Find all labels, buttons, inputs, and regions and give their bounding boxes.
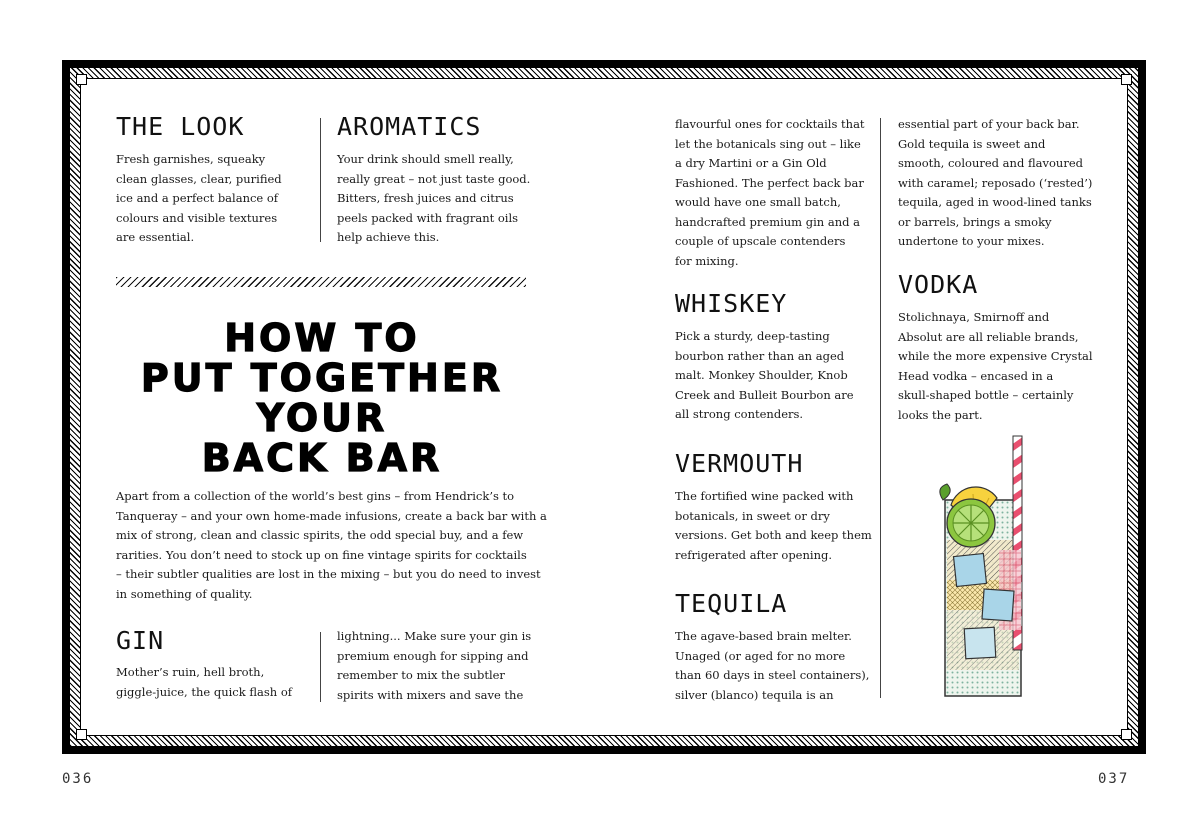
text-line: clean glasses, clear, purified <box>116 171 282 186</box>
text-line: Unaged (or aged for no more <box>675 648 846 663</box>
text-line: premium enough for sipping and <box>337 648 529 663</box>
zigzag-divider <box>116 277 526 287</box>
page-title <box>106 318 538 478</box>
text-line: Stolichnaya, Smirnoff and <box>898 310 1050 324</box>
mint-leaf <box>940 484 950 500</box>
whiskey-text <box>675 327 875 425</box>
text-line: Your drink should smell really, <box>337 152 514 166</box>
tequila-heading: TEQUILA <box>675 589 788 618</box>
text-line: The agave-based brain melter. <box>675 629 852 643</box>
text-line: handcrafted premium gin and a <box>675 214 860 229</box>
text-line: Apart from a collection of the world’s best gins – from Hendrick’s to <box>116 489 515 503</box>
aromatics-text <box>337 150 537 248</box>
text-line: really great – not just taste good. <box>337 171 531 186</box>
text-line: a dry Martini or a Gin Old <box>675 156 827 170</box>
ice-cube <box>954 554 987 587</box>
text-line: Fresh garnishes, squeaky <box>116 152 266 166</box>
text-line: malt. Monkey Shoulder, Knob <box>675 368 848 382</box>
text-line: would have one small batch, <box>675 195 841 209</box>
intro-text <box>116 487 547 604</box>
text-line: Creek and Bulleit Bourbon are <box>675 387 854 402</box>
vermouth-text <box>675 487 875 565</box>
text-line: Tanqueray – and your own home-made infusions, create a back bar with a <box>116 508 547 523</box>
ice-cube <box>982 589 1014 621</box>
text-line: flavourful ones for cocktails that <box>675 117 865 131</box>
title-line: HOW TO <box>224 316 420 360</box>
text-line: essential part of your back bar. <box>898 117 1080 131</box>
text-line: colours and visible textures <box>116 210 278 225</box>
page-number-right: 037 <box>1098 771 1130 787</box>
text-line: ice and a perfect balance of <box>116 191 279 205</box>
text-line: tequila, aged in wood-lined tanks <box>898 195 1092 209</box>
title-line: BACK BAR <box>201 436 443 480</box>
text-line: while the more expensive Crystal <box>898 349 1093 363</box>
text-line: Pick a sturdy, deep-tasting <box>675 329 830 343</box>
text-line: all strong contenders. <box>675 407 804 421</box>
text-line: lightning... Make sure your gin is <box>337 629 532 643</box>
vodka-text <box>898 308 1098 425</box>
text-line: couple of upscale contenders <box>675 234 846 248</box>
text-line: Mother’s ruin, hell broth, <box>116 665 265 679</box>
corner-ornament <box>76 74 87 85</box>
text-line: Absolut are all reliable brands, <box>898 329 1079 344</box>
text-line: rarities. You don’t need to stock up on fine vintage spirits for cocktails <box>116 547 527 562</box>
vermouth-heading: VERMOUTH <box>675 449 804 478</box>
text-line: versions. Get both and keep them <box>675 528 872 542</box>
whiskey-heading: WHISKEY <box>675 289 788 318</box>
column-rule <box>320 632 321 702</box>
text-line: are essential. <box>116 230 195 244</box>
text-line: remember to mix the subtler <box>337 668 505 682</box>
corner-ornament <box>1121 74 1132 85</box>
text-line: undertone to your mixes. <box>898 234 1045 248</box>
vodka-heading: VODKA <box>898 270 979 299</box>
text-line: mix of strong, clean and classic spirits, the odd special buy, and a few <box>116 528 524 542</box>
cocktail-glass-illustration <box>935 430 1055 702</box>
text-line: than 60 days in steel containers), <box>675 668 870 682</box>
the-look-text <box>116 150 306 248</box>
text-line: or barrels, brings a smoky <box>898 214 1052 229</box>
text-line: with caramel; reposado (‘rested’) <box>898 175 1093 190</box>
column-rule <box>320 118 321 242</box>
text-line: for mixing. <box>675 253 739 268</box>
text-line: Gold tequila is sweet and <box>898 136 1046 151</box>
text-line: bourbon rather than an aged <box>675 348 845 363</box>
text-line: smooth, coloured and flavoured <box>898 156 1083 170</box>
text-line: help achieve this. <box>337 230 440 244</box>
text-line: Fashioned. The perfect back bar <box>675 175 864 190</box>
text-line: Head vodka – encased in a <box>898 368 1054 383</box>
tequila-text <box>675 627 880 705</box>
text-line: looks the part. <box>898 407 983 422</box>
text-line: Bitters, fresh juices and citrus <box>337 191 514 205</box>
text-line: in something of quality. <box>116 586 253 601</box>
text-line: silver (blanco) tequila is an <box>675 687 834 702</box>
text-line: spirits with mixers and save the <box>337 687 524 702</box>
page-number-left: 036 <box>62 771 94 787</box>
gin-heading: GIN <box>116 626 165 655</box>
text-line: – their subtler qualities are lost in the mixing – but you do need to invest <box>116 567 541 581</box>
column-rule <box>880 118 881 698</box>
text-line: skull-shaped bottle – certainly <box>898 388 1074 402</box>
corner-ornament <box>1121 729 1132 740</box>
text-line: giggle-juice, the quick flash of <box>116 684 293 699</box>
tequila-text-continued <box>898 115 1098 252</box>
gin-text <box>116 663 306 702</box>
text-line: botanicals, in sweet or dry <box>675 508 830 523</box>
gin-text-continued <box>337 627 537 705</box>
text-line: refrigerated after opening. <box>675 547 832 562</box>
corner-ornament <box>76 729 87 740</box>
text-line: peels packed with fragrant oils <box>337 210 519 225</box>
text-line: let the botanicals sing out – like <box>675 136 861 151</box>
gin-text-continued <box>675 115 875 271</box>
aromatics-heading: AROMATICS <box>337 112 482 141</box>
title-line: PUT TOGETHER <box>140 356 504 400</box>
ice-cube <box>964 627 996 659</box>
text-line: The fortified wine packed with <box>675 489 854 503</box>
the-look-heading: THE LOOK <box>116 112 245 141</box>
title-line: YOUR <box>256 396 388 440</box>
